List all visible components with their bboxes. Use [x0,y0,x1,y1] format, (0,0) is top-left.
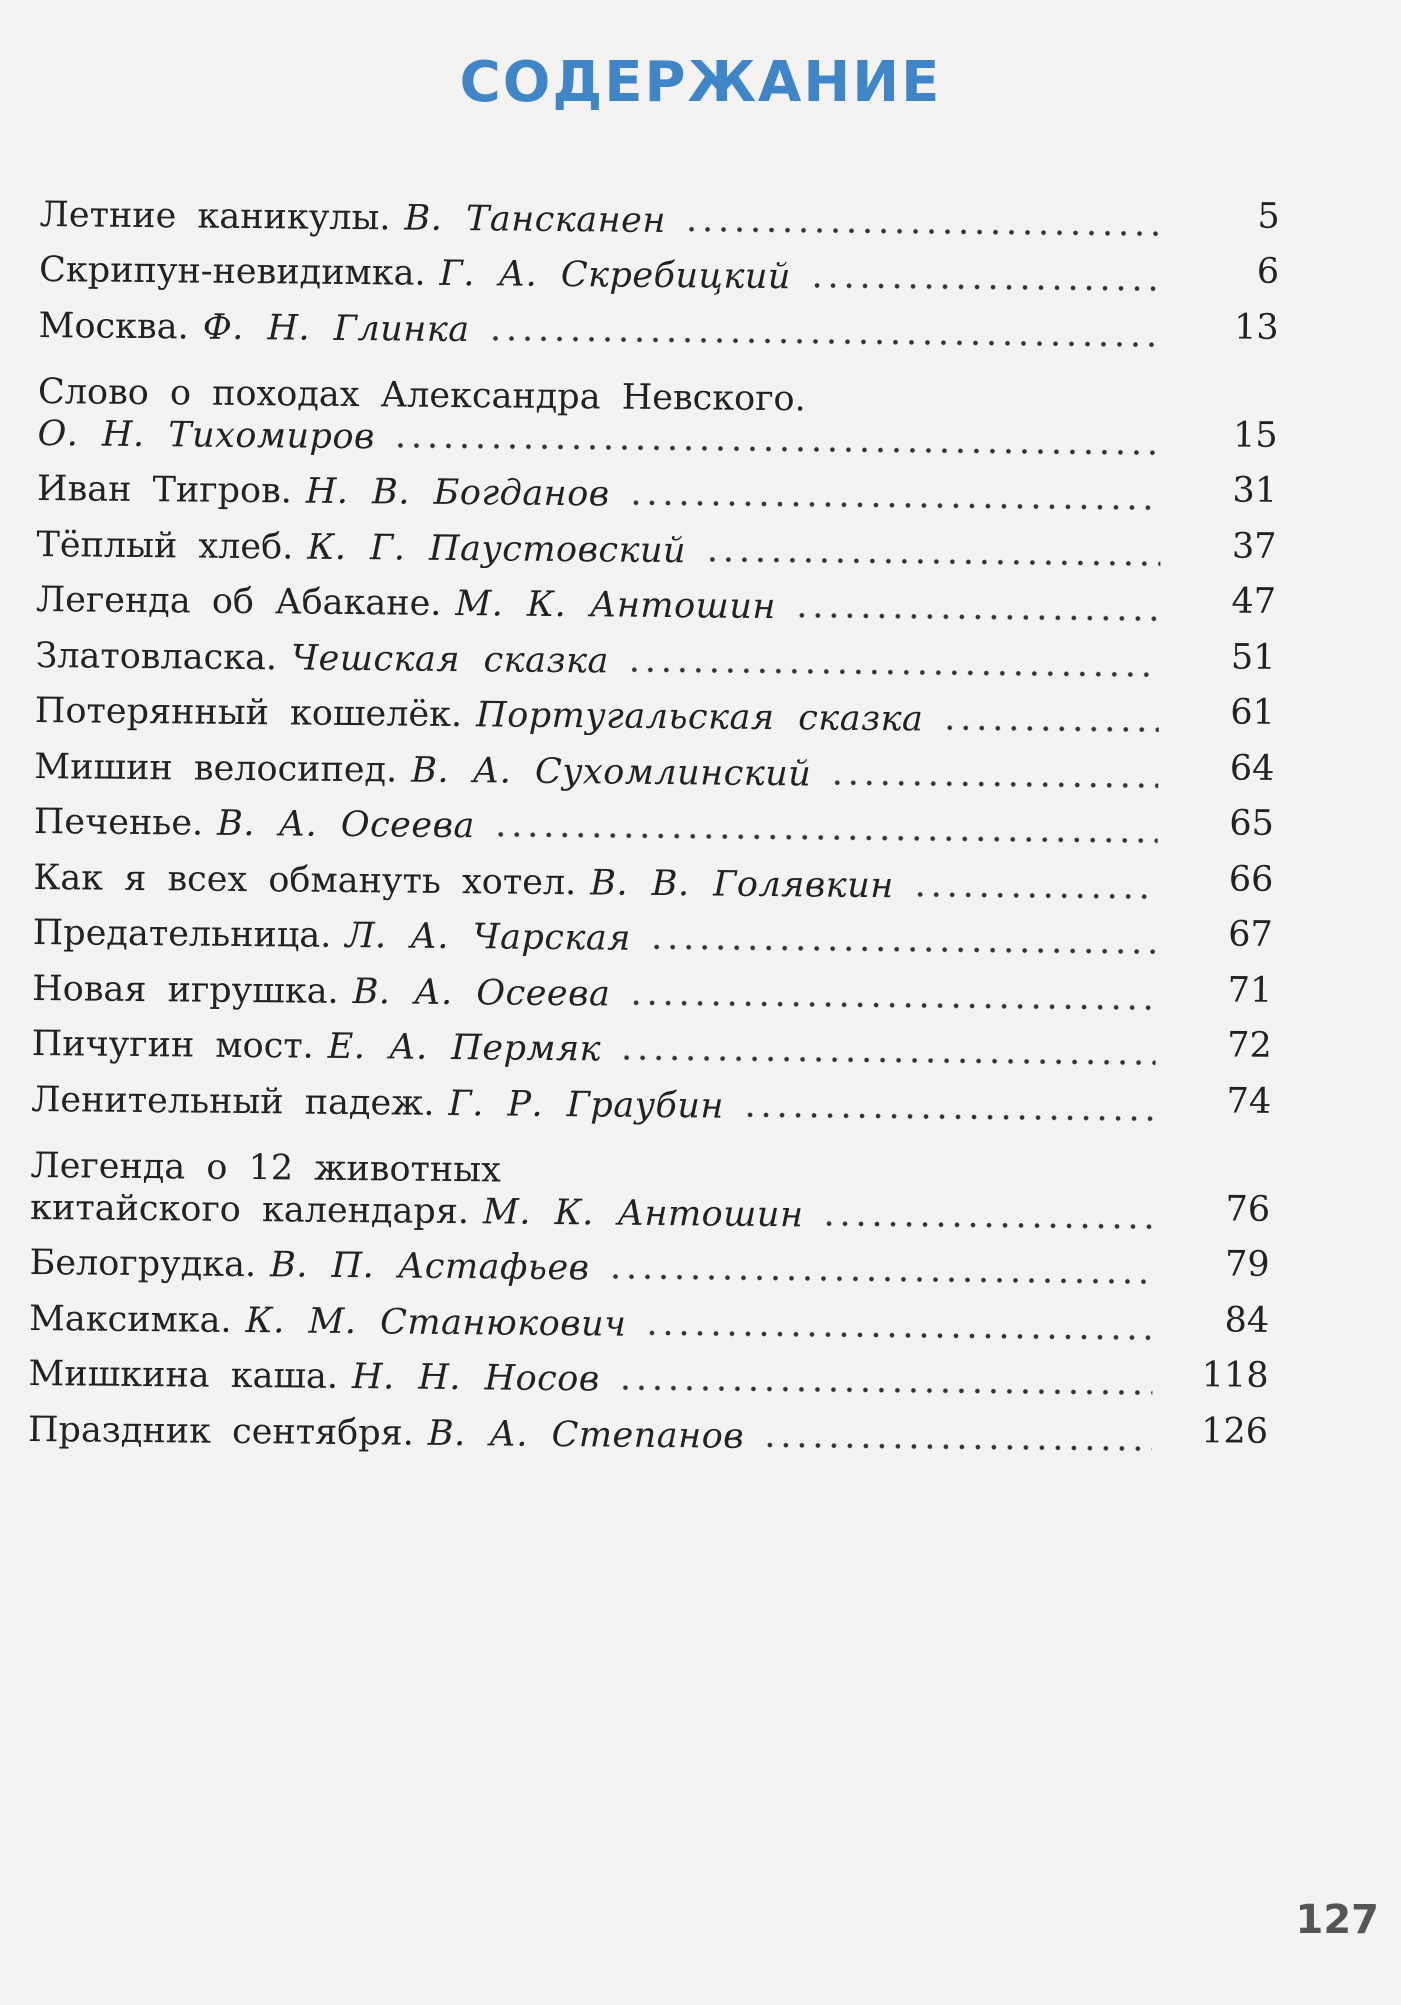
entry-page-number: 126 [1201,1410,1269,1452]
dot-leader [794,610,1160,624]
entry-author: Л. А. Чарская [345,915,632,959]
entry-author: Чешская сказка [290,637,610,681]
entry-author: В. Тансканен [404,198,667,241]
entry-author: К. М. Станюкович [245,1300,627,1345]
entry-author: В. П. Астафьев [269,1245,590,1289]
entry-title: Мишин велосипед. [34,746,398,790]
entry-page-number: 74 [1226,1080,1272,1122]
entry-title: Новая игрушка. [32,968,339,1012]
dot-leader [607,1271,1153,1286]
dot-leader [762,1439,1152,1453]
dot-leader [493,829,1158,845]
dot-leader [628,997,1156,1012]
entry-page-number: 47 [1231,581,1277,622]
entry-page-number: 67 [1228,914,1274,955]
dot-leader [809,280,1163,293]
entry-title: Летние каникулы. [39,194,391,238]
dot-leader [684,224,1164,239]
entry-page-number: 66 [1228,858,1274,900]
entry-author: К. Г. Паустовский [307,527,687,571]
entry-title: Пичугин мост. [31,1023,314,1067]
entry-author: О. Н. Тихомиров [37,413,376,457]
dot-leader [941,723,1159,735]
entry-title: Златовласка. [35,635,278,678]
entry-title: Максимка. [28,1298,232,1341]
entry-page-number: 71 [1227,969,1273,1011]
entry-author: В. А. Сухомлинский [411,750,812,794]
toc-entry[interactable] [30,1120,1271,1240]
entry-author: Н. Н. Носов [351,1357,600,1400]
dot-leader [618,1383,1153,1398]
entry-author: М. К. Антошин [482,1191,804,1235]
dot-leader [821,1218,1154,1231]
dot-leader [912,889,1158,901]
dot-leader [393,440,1162,457]
toc-entry[interactable] [37,346,1278,466]
entry-title: Тёплый хлеб. [36,524,294,567]
entry-title: Слово о походах Александра Невского. [37,371,806,419]
entry-page-number: 79 [1224,1244,1270,1285]
dot-leader [704,554,1160,568]
entry-page-number: 72 [1227,1025,1272,1066]
entry-page-number: 84 [1224,1299,1270,1341]
entry-page-number: 13 [1233,306,1279,348]
entry-title: Легенда об Абакане. [35,579,442,624]
entry-title: Легенда о 12 животных [30,1145,502,1190]
entry-title: Мишкина каша. [28,1353,339,1397]
entry-page-number: 31 [1232,470,1278,511]
entry-page-number: 65 [1229,803,1275,844]
entry-title: Скрипун-невидимка. [38,249,426,294]
entry-title: Москва. [38,305,189,347]
entry-author: Ф. Н. Глинка [202,307,470,350]
entry-title-line2: китайского календаря. [29,1187,470,1232]
entry-title: Ленительный падеж. [30,1079,435,1124]
page-number: 127 [1295,1897,1379,1943]
entry-author: В. А. Осеева [216,803,476,847]
entry-page-number: 15 [1232,414,1278,456]
table-of-contents [28,180,1280,1462]
entry-page-number: 37 [1231,525,1277,567]
dot-leader [644,1327,1153,1342]
dot-leader [487,333,1162,349]
entry-title: Белогрудка. [29,1242,257,1286]
entry-author: М. К. Антошин [455,584,777,628]
entry-author: В. В. Голявкин [590,862,894,906]
entry-page-number: 6 [1256,251,1280,292]
dot-leader [829,777,1158,790]
entry-page-number: 118 [1201,1355,1269,1396]
entry-author: Г. Р. Граубин [448,1083,725,1127]
entry-page-number: 64 [1229,747,1275,789]
entry-author: В. А. Осеева [352,971,611,1015]
toc-entry[interactable] [39,180,1279,247]
page-title: СОДЕРЖАНИЕ [459,50,942,115]
dot-leader [649,942,1157,957]
entry-title: Предательница. [32,912,332,956]
entry-author: Г. А. Скребицкий [439,253,792,298]
entry-title: Как я всех обмануть хотел. [33,857,577,903]
entry-page-number: 76 [1225,1188,1271,1230]
entry-author: Е. А. Пермяк [327,1026,602,1070]
dot-leader [627,664,1160,679]
entry-author: В. А. Степанов [427,1413,745,1457]
entry-page-number: 61 [1230,692,1276,733]
entry-author: Португальская сказка [475,695,924,740]
entry-title: Иван Тигров. [36,468,293,512]
entry-title: Печенье. [33,801,204,844]
dot-leader [619,1053,1156,1068]
dot-leader [742,1109,1155,1123]
entry-page-number: 51 [1230,636,1276,678]
entry-page-number: 5 [1257,196,1280,237]
entry-author: Н. В. Богданов [305,471,610,515]
entry-title: Потерянный кошелёк. [34,690,463,736]
dot-leader [628,498,1161,513]
entry-title: Праздник сентября. [27,1409,415,1454]
